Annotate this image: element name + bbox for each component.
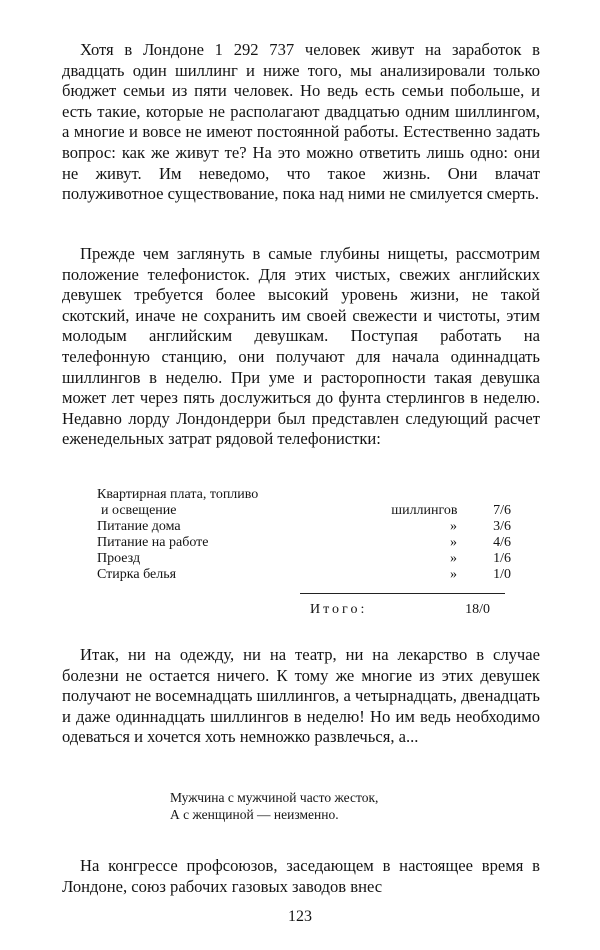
budget-unit: » xyxy=(450,567,457,582)
page-number: 123 xyxy=(288,908,312,925)
paragraph-nothing-left: Итак, ни на одежду, ни на театр, ни на лекарство в случае болезни не остается ничего. К тому же многие из этих девушек получают не восемнадцать шиллингов, а четырнадцать, двенадцать и даже одиннадцать шиллингов в неделю! Но им ведь необходимо одеваться и хочется хоть немножко развлечься, а... xyxy=(62,645,540,747)
budget-table xyxy=(97,487,517,583)
budget-unit: » xyxy=(450,535,457,550)
budget-row xyxy=(97,503,517,519)
paragraph-trade-union-congress: На конгрессе профсоюзов, заседающем в настоящее время в Лондоне, союз рабочих газовых заводов внес xyxy=(62,856,540,896)
budget-value: 3/6 xyxy=(493,519,511,534)
budget-item: и освещение xyxy=(101,503,177,518)
budget-value: 1/6 xyxy=(493,551,511,566)
budget-row xyxy=(97,487,517,503)
budget-value: 4/6 xyxy=(493,535,511,550)
total-label: Итого: xyxy=(310,602,368,617)
budget-total xyxy=(310,602,490,618)
budget-unit: » xyxy=(450,551,457,566)
budget-item: Питание дома xyxy=(97,519,181,534)
budget-row xyxy=(97,519,517,535)
poem-quote xyxy=(170,790,378,823)
budget-unit: шиллингов xyxy=(391,503,458,518)
total-divider xyxy=(300,593,505,594)
budget-row xyxy=(97,535,517,551)
budget-item: Проезд xyxy=(97,551,141,566)
paragraph-telephonists: Прежде чем заглянуть в самые глубины нищеты, рассмотрим положение телефонисток. Для этих чистых, свежих английских девушек требуется более высокий уровень жизни, не такой скотский, иначе не сохранить им своей свежести и чистоты, этим молодым английским девушкам. Поступая работать на телефонную станцию, они получают для начала одиннадцать шиллингов в неделю. При уме и расторопности такая девушка может лет через пять дослужиться до фунта стерлингов в неделю. Недавно лорду Лондондерри был представлен следующий расчет еженедельных затрат рядовой телефонистки: xyxy=(62,244,540,449)
budget-value: 1/0 xyxy=(493,567,511,582)
budget-row xyxy=(97,551,517,567)
poem-line: А с женщиной — неизменно. xyxy=(170,806,339,822)
poem-line: Мужчина с мужчиной часто жесток, xyxy=(170,790,379,805)
budget-value: 7/6 xyxy=(493,503,512,518)
total-value: 18/0 xyxy=(465,602,490,617)
budget-row xyxy=(97,567,517,583)
budget-item: Стирка белья xyxy=(97,567,177,582)
budget-item: Квартирная плата, топливо xyxy=(97,487,259,502)
budget-unit: » xyxy=(450,519,457,534)
budget-item: Питание на работе xyxy=(97,535,209,550)
paragraph-london-budget: Хотя в Лондоне 1 292 737 человек живут на заработок в двадцать один шиллинг и ниже того, мы анализировали только бюджет семьи из пяти человек. Но ведь есть семьи побольше, и есть такие, которые не располагают двадцатью одним шиллингом, а многие и вовсе не имеют постоянной работы. Естественно задать вопрос: как же живут те? На это можно ответить лишь одно: они не живут. Им неведомо, что такое жизнь. Они влачат полуживотное существование, пока над ними не смилуется смерть. xyxy=(62,40,540,204)
